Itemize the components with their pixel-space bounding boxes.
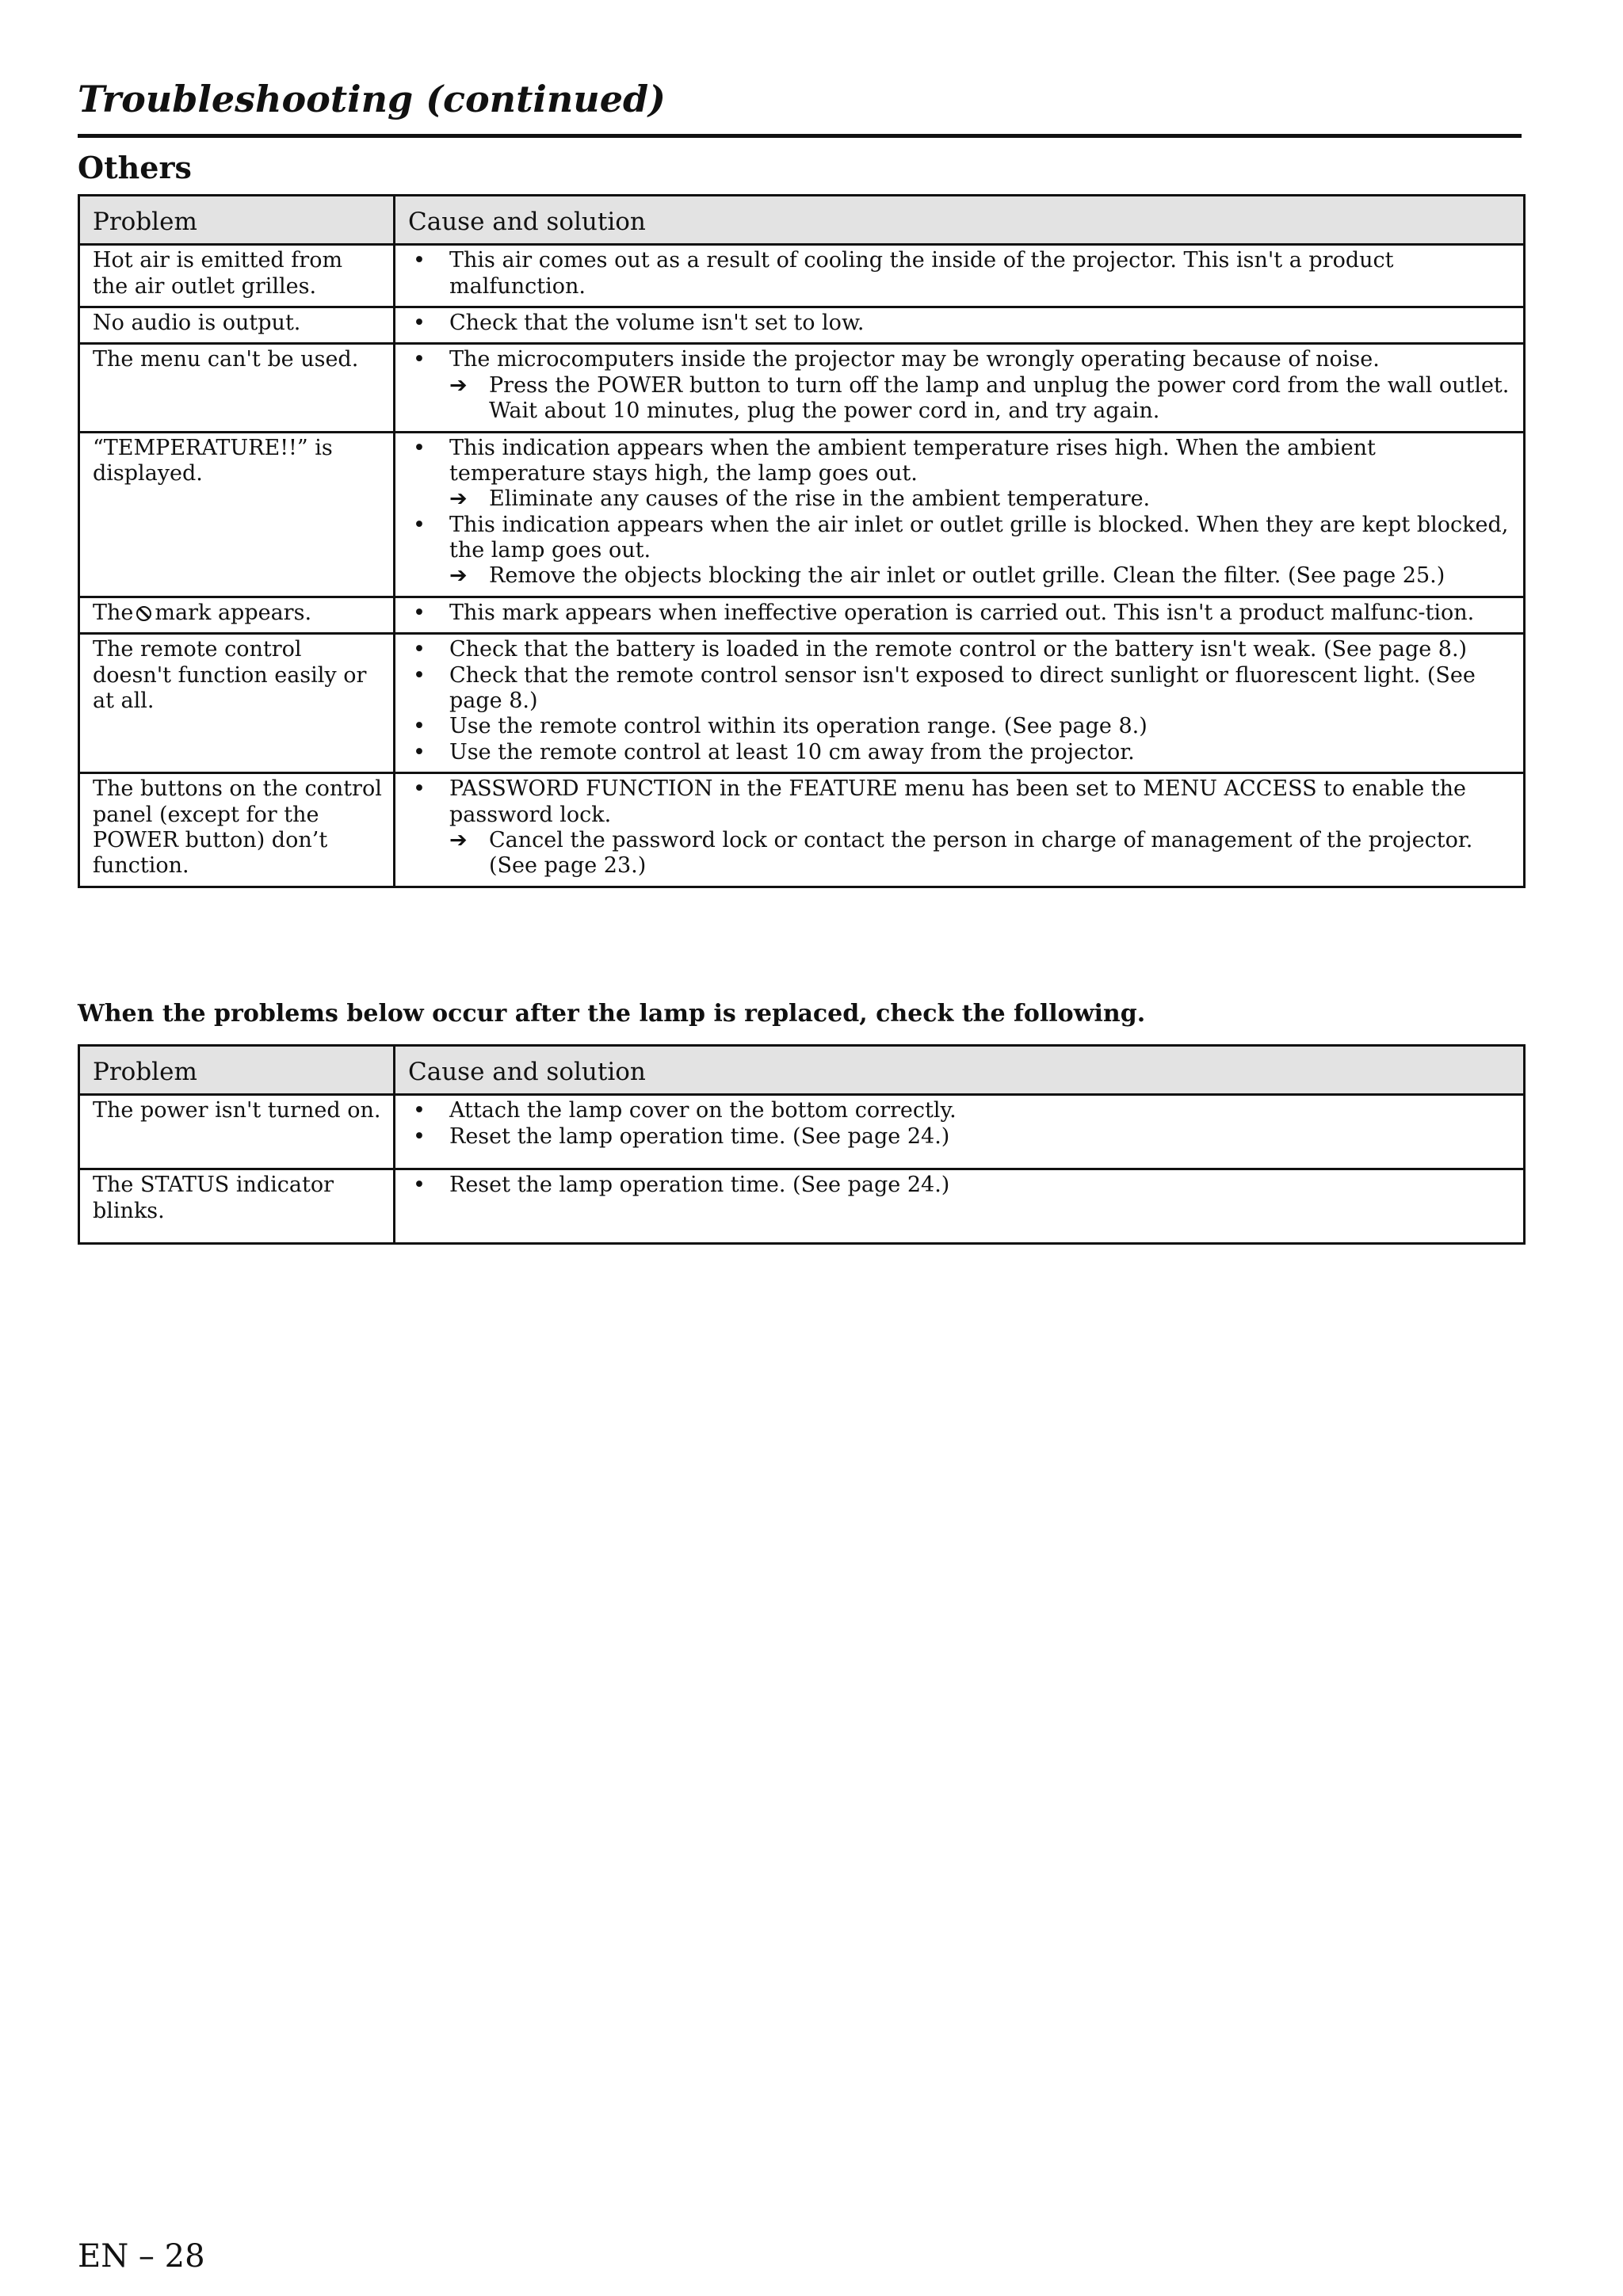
bullet-item: • Reset the lamp operation time. (See page 24.) (411, 1124, 1514, 1150)
table-header-row (79, 196, 1525, 245)
title-rule (78, 134, 1522, 138)
problem-cell: The remote control doesn't function easily or at all. (79, 634, 395, 773)
solution-cell (395, 432, 1525, 597)
lamp-table (78, 1044, 1526, 1245)
arrow-item: ➔ Eliminate any causes of the rise in the ambient temperature. (411, 486, 1514, 512)
table-row (79, 634, 1525, 773)
table-row (79, 597, 1525, 633)
solution-cell (395, 1169, 1525, 1244)
problem-text: mark appears. (155, 600, 312, 625)
problem-cell: No audio is output. (79, 307, 395, 343)
column-header-problem: Problem (79, 1046, 395, 1095)
problem-cell: “TEMPERATURE!!” is displayed. (79, 432, 395, 597)
table-row (79, 773, 1525, 887)
problem-cell: The buttons on the control panel (except for the POWER button) don’t function. (79, 773, 395, 887)
problem-text: The (93, 600, 134, 625)
bullet-item: • This indication appears when the air inlet or outlet grille is blocked. When they are kept blocked, the lamp goes out. (411, 513, 1514, 564)
solution-cell (395, 245, 1525, 307)
bullet-item: • Reset the lamp operation time. (See page 24.) (411, 1173, 1514, 1198)
bullet-item: • Check that the volume isn't set to low. (411, 311, 1514, 336)
bullet-item: • Use the remote control within its operation range. (See page 8.) (411, 714, 1514, 739)
page-title: Troubleshooting (continued) (78, 78, 666, 120)
table-row (79, 1169, 1525, 1244)
table-row (79, 432, 1525, 597)
bullet-item: • This indication appears when the ambient temperature rises high. When the ambient temperature stays high, the lamp goes out. (411, 436, 1514, 487)
bullet-item: • This mark appears when ineffective operation is carried out. This isn't a product malfunc-tion. (411, 601, 1514, 626)
bullet-item: • Check that the battery is loaded in the remote control or the battery isn't weak. (See page 8.) (411, 637, 1514, 662)
column-header-cause: Cause and solution (395, 196, 1525, 245)
arrow-item: ➔ Remove the objects blocking the air inlet or outlet grille. Clean the filter. (See page 25.) (411, 563, 1514, 589)
bullet-item: • The microcomputers inside the projector may be wrongly operating because of noise. (411, 347, 1514, 372)
solution-cell (395, 597, 1525, 633)
solution-cell (395, 344, 1525, 432)
bullet-item: • Check that the remote control sensor isn't exposed to direct sunlight or fluorescent light. (See page 8.) (411, 663, 1514, 715)
section-heading-others: Others (78, 150, 192, 185)
bullet-item: • Use the remote control at least 10 cm away from the projector. (411, 740, 1514, 765)
solution-cell (395, 307, 1525, 343)
prohibit-icon (136, 606, 151, 621)
table-header-row (79, 1046, 1525, 1095)
bullet-item: • PASSWORD FUNCTION in the FEATURE menu has been set to MENU ACCESS to enable the password lock. (411, 776, 1514, 828)
problem-cell: Hot air is emitted from the air outlet grilles. (79, 245, 395, 307)
table-row (79, 344, 1525, 432)
problem-cell: The menu can't be used. (79, 344, 395, 432)
bullet-item: • This air comes out as a result of cooling the inside of the projector. This isn't a product malfunction. (411, 248, 1514, 299)
page-number: EN – 28 (78, 2238, 205, 2275)
column-header-problem: Problem (79, 196, 395, 245)
solution-cell (395, 634, 1525, 773)
column-header-cause: Cause and solution (395, 1046, 1525, 1095)
lamp-section-heading: When the problems below occur after the lamp is replaced, check the following. (78, 1000, 1146, 1028)
table-row (79, 307, 1525, 343)
solution-cell (395, 1095, 1525, 1169)
arrow-item: ➔ Press the POWER button to turn off the lamp and unplug the power cord from the wall outlet. Wait about 10 minutes, plug the power cord in, and try again. (411, 373, 1514, 425)
table-row (79, 245, 1525, 307)
bullet-item: • Attach the lamp cover on the bottom correctly. (411, 1098, 1514, 1123)
others-table (78, 194, 1526, 888)
solution-cell (395, 773, 1525, 887)
arrow-item: ➔ Cancel the password lock or contact the person in charge of management of the projector. (See page 23.) (411, 828, 1514, 879)
problem-cell (79, 597, 395, 633)
problem-cell: The STATUS indicator blinks. (79, 1169, 395, 1244)
table-row (79, 1095, 1525, 1169)
problem-cell: The power isn't turned on. (79, 1095, 395, 1169)
